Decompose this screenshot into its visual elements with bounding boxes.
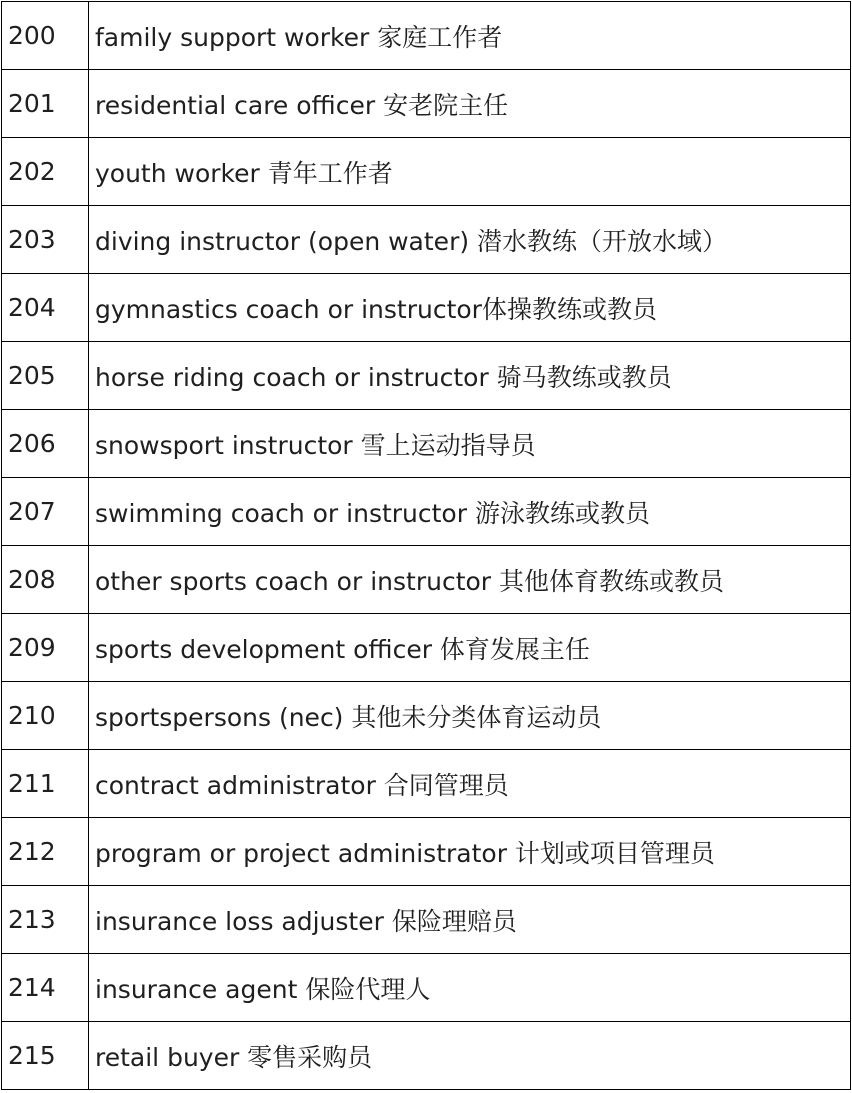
occupation-title: snowsport instructor 雪上运动指导员 [89, 410, 851, 478]
occupation-code: 209 [2, 614, 89, 682]
occupation-code: 201 [2, 70, 89, 138]
occupation-title: sportspersons (nec) 其他未分类体育运动员 [89, 682, 851, 750]
table-row [2, 2, 851, 70]
table-row [2, 886, 851, 954]
table-row [2, 750, 851, 818]
occupation-title: sports development officer 体育发展主任 [89, 614, 851, 682]
table-row [2, 614, 851, 682]
occupation-title: residential care officer 安老院主任 [89, 70, 851, 138]
occupation-code: 206 [2, 410, 89, 478]
occupation-title: youth worker 青年工作者 [89, 138, 851, 206]
table-row [2, 818, 851, 886]
occupation-title: program or project administrator 计划或项目管理员 [89, 818, 851, 886]
occupation-code: 212 [2, 818, 89, 886]
table-row [2, 274, 851, 342]
occupation-title: insurance loss adjuster 保险理赔员 [89, 886, 851, 954]
occupation-title: gymnastics coach or instructor体操教练或教员 [89, 274, 851, 342]
table-row [2, 478, 851, 546]
occupation-code: 211 [2, 750, 89, 818]
table-row [2, 342, 851, 410]
occupation-code: 213 [2, 886, 89, 954]
occupation-code: 205 [2, 342, 89, 410]
table-row [2, 138, 851, 206]
occupation-title: retail buyer 零售采购员 [89, 1022, 851, 1090]
occupation-title: contract administrator 合同管理员 [89, 750, 851, 818]
occupation-code: 214 [2, 954, 89, 1022]
occupation-code: 200 [2, 2, 89, 70]
table-row [2, 682, 851, 750]
table-row [2, 70, 851, 138]
occupation-code: 203 [2, 206, 89, 274]
table-row [2, 1022, 851, 1090]
table-row [2, 206, 851, 274]
occupation-title: horse riding coach or instructor 骑马教练或教员 [89, 342, 851, 410]
occupation-code: 215 [2, 1022, 89, 1090]
occupation-code: 204 [2, 274, 89, 342]
occupation-code: 207 [2, 478, 89, 546]
occupation-title: other sports coach or instructor 其他体育教练或教员 [89, 546, 851, 614]
occupation-title: diving instructor (open water) 潜水教练（开放水域） [89, 206, 851, 274]
table-row [2, 954, 851, 1022]
occupation-code: 208 [2, 546, 89, 614]
occupation-code: 210 [2, 682, 89, 750]
occupation-code: 202 [2, 138, 89, 206]
table-row [2, 410, 851, 478]
table-row [2, 546, 851, 614]
occupation-table [1, 1, 851, 1090]
occupation-title: swimming coach or instructor 游泳教练或教员 [89, 478, 851, 546]
occupation-title: insurance agent 保险代理人 [89, 954, 851, 1022]
occupation-title: family support worker 家庭工作者 [89, 2, 851, 70]
